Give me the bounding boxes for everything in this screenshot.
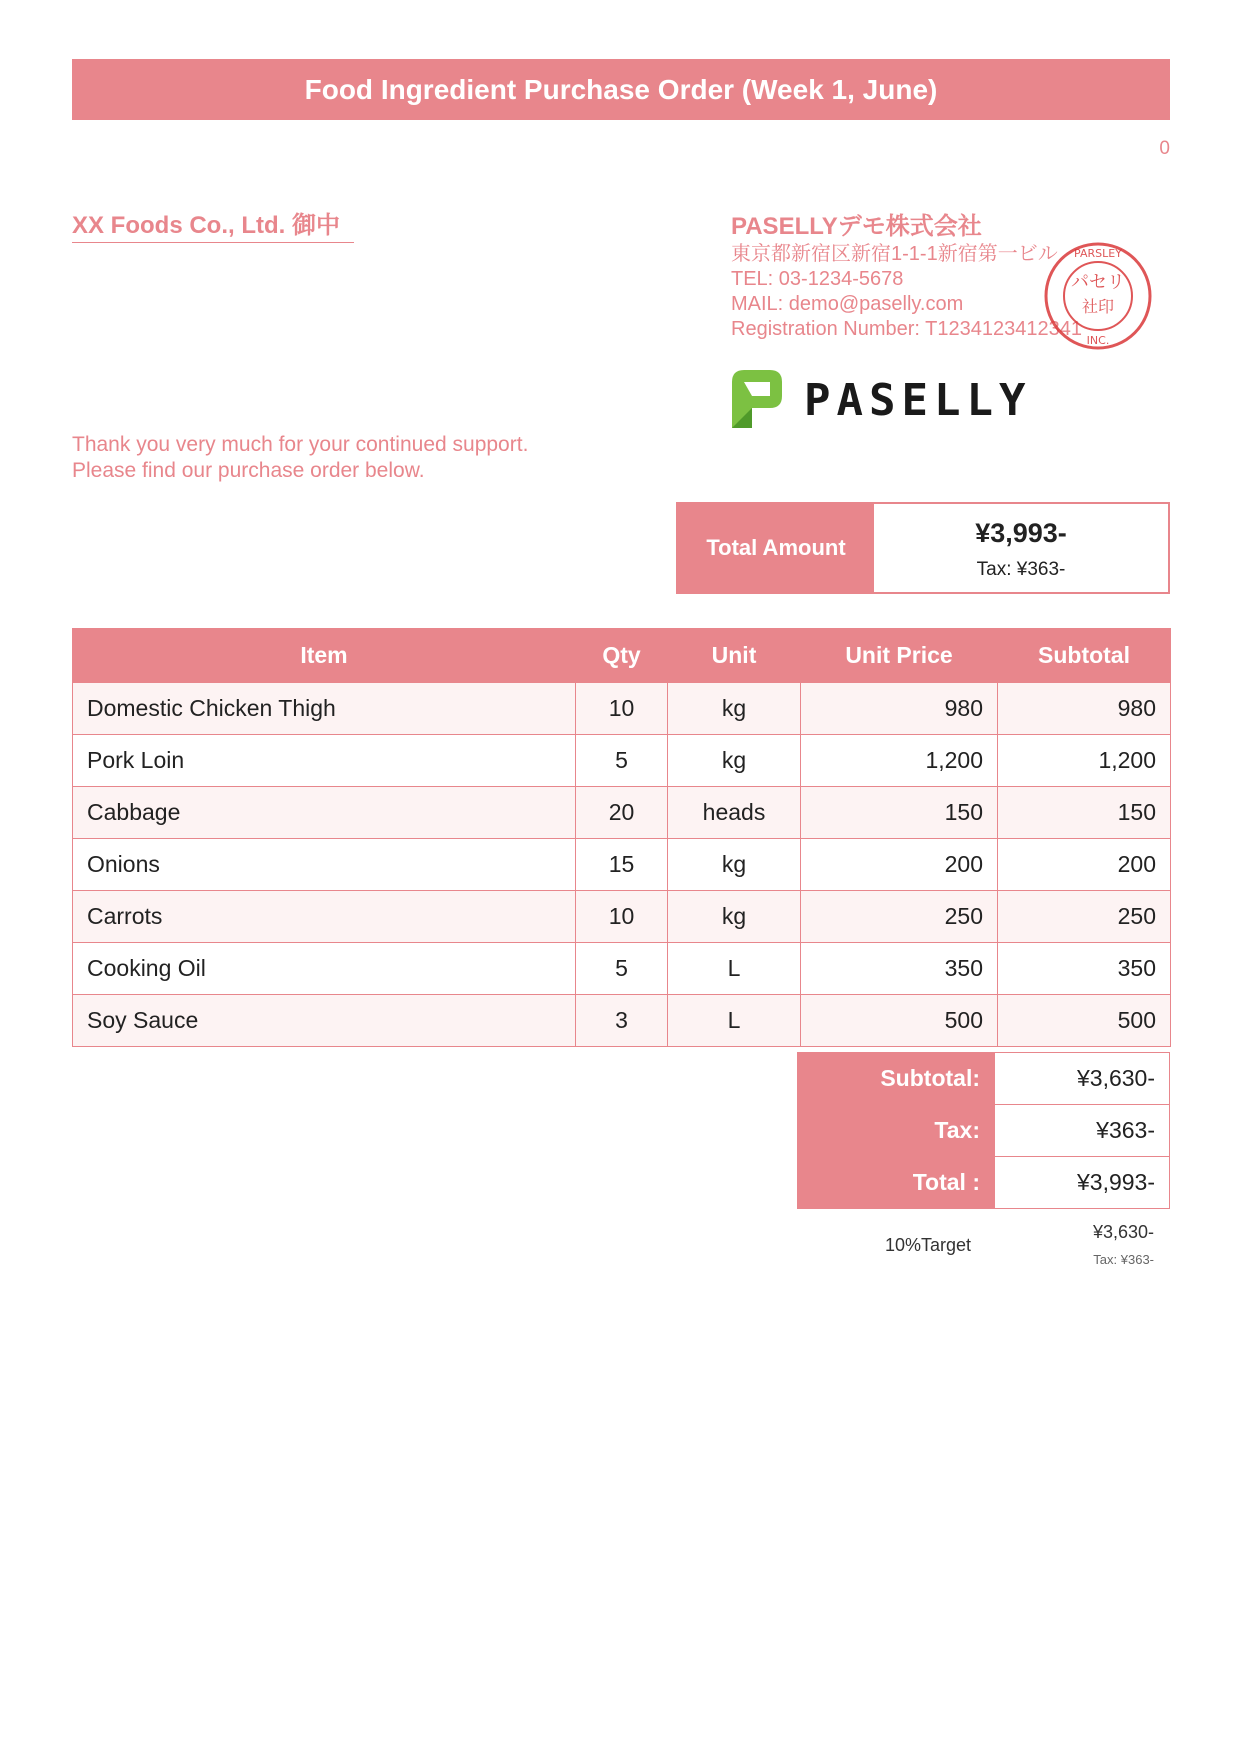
header-item: Item: [73, 629, 576, 683]
summary-table: [797, 1052, 1170, 1209]
paselly-logo: [730, 368, 1070, 430]
cell-subtotal: 200: [998, 839, 1171, 891]
cell-item: Carrots: [73, 891, 576, 943]
header-subtotal: Subtotal: [998, 629, 1171, 683]
cell-unit-price: 980: [801, 683, 998, 735]
cell-unit-price: 150: [801, 787, 998, 839]
cell-subtotal: 980: [998, 683, 1171, 735]
greeting-message: [72, 432, 528, 484]
total-amount-box: [676, 502, 1170, 594]
tax-breakdown-label: 10%Target: [885, 1235, 972, 1255]
cell-qty: 5: [576, 943, 668, 995]
summary-tax-value: ¥363-: [995, 1105, 1170, 1157]
greeting-line-1: Thank you very much for your continued support.: [72, 433, 529, 456]
svg-text:PARSLEY: PARSLEY: [1074, 247, 1122, 260]
company-seal-icon: [1042, 240, 1154, 352]
table-row: [73, 839, 1171, 891]
svg-text:社印: 社印: [1081, 297, 1115, 316]
cell-qty: 3: [576, 995, 668, 1047]
cell-qty: 10: [576, 891, 668, 943]
cell-item: Pork Loin: [73, 735, 576, 787]
cell-qty: 10: [576, 683, 668, 735]
cell-subtotal: 350: [998, 943, 1171, 995]
table-row: [73, 683, 1171, 735]
cell-unit-price: 250: [801, 891, 998, 943]
cell-unit-price: 350: [801, 943, 998, 995]
cell-subtotal: 500: [998, 995, 1171, 1047]
table-row: [73, 891, 1171, 943]
items-table: [72, 628, 1171, 1047]
svg-text:パセリ: パセリ: [1071, 272, 1125, 293]
cell-item: Onions: [73, 839, 576, 891]
header-unit: Unit: [668, 629, 801, 683]
cell-qty: 20: [576, 787, 668, 839]
issuer-tel: TEL: 03-1234-5678: [731, 268, 904, 290]
total-amount-tax: Tax: ¥363-: [976, 559, 1066, 580]
issuer-address: 東京都新宿区新宿1-1-1新宿第一ビル: [731, 243, 1058, 265]
cell-unit: kg: [668, 735, 801, 787]
cell-unit: L: [668, 995, 801, 1047]
svg-text:INC.: INC.: [1086, 334, 1110, 347]
header-unit-price: Unit Price: [801, 629, 998, 683]
cell-unit: kg: [668, 683, 801, 735]
header-qty: Qty: [576, 629, 668, 683]
summary-total-label: Total :: [798, 1157, 995, 1209]
tax-breakdown-tax: Tax: ¥363-: [1093, 1252, 1154, 1267]
cell-unit: kg: [668, 891, 801, 943]
cell-subtotal: 1,200: [998, 735, 1171, 787]
tax-breakdown-amount: ¥3,630-: [1092, 1222, 1154, 1242]
cell-qty: 15: [576, 839, 668, 891]
issuer-mail: MAIL: demo@paselly.com: [731, 293, 964, 315]
cell-unit-price: 500: [801, 995, 998, 1047]
table-row: [73, 735, 1171, 787]
summary-tax-label: Tax:: [798, 1105, 995, 1157]
summary-tax-row: [798, 1105, 1170, 1157]
table-row: [73, 787, 1171, 839]
cell-item: Cooking Oil: [73, 943, 576, 995]
total-amount-value: ¥3,993-: [975, 518, 1067, 548]
cell-subtotal: 250: [998, 891, 1171, 943]
cell-item: Domestic Chicken Thigh: [73, 683, 576, 735]
document-number: 0: [1159, 138, 1170, 159]
cell-unit: L: [668, 943, 801, 995]
cell-unit-price: 1,200: [801, 735, 998, 787]
recipient-name: XX Foods Co., Ltd. 御中: [72, 212, 354, 243]
cell-unit: kg: [668, 839, 801, 891]
summary-total-row: [798, 1157, 1170, 1209]
cell-item: Cabbage: [73, 787, 576, 839]
cell-item: Soy Sauce: [73, 995, 576, 1047]
issuer-name: PASELLYデモ株式会社: [731, 213, 982, 240]
table-header-row: [73, 629, 1171, 683]
issuer-registration: Registration Number: T1234123412341: [731, 318, 1082, 340]
greeting-line-2: Please find our purchase order below.: [72, 459, 425, 482]
total-amount-value-cell: [874, 504, 1168, 592]
document-title: Food Ingredient Purchase Order (Week 1, June): [72, 59, 1170, 120]
summary-total-value: ¥3,993-: [995, 1157, 1170, 1209]
cell-unit-price: 200: [801, 839, 998, 891]
summary-subtotal-value: ¥3,630-: [995, 1053, 1170, 1105]
cell-qty: 5: [576, 735, 668, 787]
cell-unit: heads: [668, 787, 801, 839]
total-amount-label: Total Amount: [678, 504, 874, 592]
table-row: [73, 995, 1171, 1047]
table-row: [73, 943, 1171, 995]
summary-subtotal-label: Subtotal:: [798, 1053, 995, 1105]
svg-text:PASELLY: PASELLY: [804, 375, 1032, 426]
cell-subtotal: 150: [998, 787, 1171, 839]
summary-subtotal-row: [798, 1053, 1170, 1105]
